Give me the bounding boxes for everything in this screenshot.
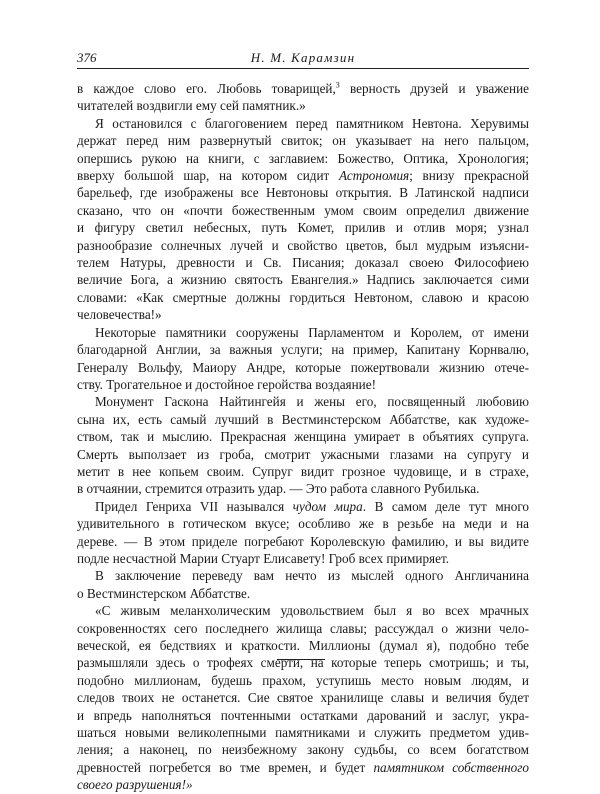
text-span: телем Натуры, древности и Св. Писания; доказал своею Философиею [77, 255, 529, 271]
text-line [77, 776, 529, 793]
body-text [77, 80, 529, 794]
text-span: метит в нее копьем своим. Супруг видит грозное чудовище, и в страхе, [77, 463, 529, 479]
text-span: Я остановился с благоговением перед памятником Невтона. Херувимы [95, 115, 529, 131]
text-line [77, 150, 529, 167]
text-line [77, 741, 529, 758]
text-span: и фигуру светил небесных, путь Комет, прилив и отлив моря; узнал [77, 220, 529, 236]
text-line [77, 306, 529, 323]
text-line [77, 80, 529, 97]
text-line [77, 672, 529, 689]
text-line [77, 567, 529, 584]
italic-span: памятником собственного [373, 759, 529, 775]
text-span: древностей погребется во тме времен, и будет [77, 759, 374, 775]
text-line [77, 446, 529, 463]
text-span: подобно миллионам, будешь прахом, уступишь место новым людям, и [77, 672, 529, 688]
text-line [77, 550, 529, 567]
text-span: . В самом деле тут много [362, 498, 529, 514]
text-line [77, 602, 529, 619]
text-span: опершись рукою на книги, с заглавием: Божество, Оптика, Хронология; [77, 150, 529, 166]
text-line [77, 620, 529, 637]
text-span: сокровенностях сего последнего жилища славы; рассуждал о жизни чело- [77, 620, 529, 636]
text-line [77, 219, 529, 236]
text-span: ством, так и мыслию. Прекрасная женщина умирает в объятиях супруга. [77, 429, 529, 445]
text-line [77, 585, 529, 602]
footnote-ref: 3 [335, 80, 340, 90]
text-span: дереве. — В этом приделе погребают Королевскую фамилию, и вы видите [77, 533, 529, 549]
text-span: удивительного в готическом вкусе; особливо же в резьбе на меди и на [77, 516, 529, 532]
text-line [77, 707, 529, 724]
text-line [77, 97, 529, 114]
text-line [77, 202, 529, 219]
text-line [77, 167, 529, 184]
text-span: держат перед ним развернутый свиток; он указывает на него пальцом, [77, 133, 529, 149]
text-line [77, 359, 529, 376]
text-span: В заключение переведу вам нечто из мыслей одного Англичанина [95, 568, 529, 584]
text-line [77, 654, 529, 671]
text-span: ству. Трогательное и достойное геройства воздаяние! [77, 376, 376, 392]
italic-span: своего разрушения!» [77, 777, 193, 793]
running-title: Н. М. Карамзин [250, 50, 356, 65]
text-span: Некоторые памятники сооружены Парламентом и Королем, от имени [95, 324, 529, 340]
text-line [77, 637, 529, 654]
text-line [77, 393, 529, 410]
text-span: словами: «Как смертные должны гордиться Невтоном, славою и красою [77, 289, 529, 305]
text-line [77, 463, 529, 480]
text-span: ления; а наконец, по неизбежному закону судьбы, со всем богатством [77, 742, 529, 758]
text-line [77, 271, 529, 288]
text-line [77, 689, 529, 706]
text-span: сказано, что он «почти божественным умом своим определил движение [77, 202, 529, 218]
text-span: размышляли здесь о трофеях смерти, на которые теперь смотришь; и ты, [77, 655, 529, 671]
text-line [77, 759, 529, 776]
text-span: сына их, есть самый лучший в Вестминстерском Аббатстве, как художе- [77, 411, 529, 427]
text-span: Смерть выползает из гроба, смотрит ужасными глазами на супругу и [77, 446, 529, 462]
closing-rule [277, 659, 325, 660]
text-line [77, 184, 529, 201]
text-line [77, 341, 529, 358]
text-span: следов твоих не останется. Сие святое хранилище славы и величия будет [77, 690, 529, 706]
text-span: о Вестминстерском Аббатстве. [77, 585, 251, 601]
text-line [77, 115, 529, 132]
italic-span: чудом мира [292, 498, 363, 514]
text-span: веческой, ея бедствиях и краткости. Миллионы (думал я), подобно тебе [77, 638, 529, 653]
text-line [77, 724, 529, 741]
text-line [77, 411, 529, 428]
text-span: разнообразие солнечных лучей и свойство цветов, был мудрым изъясни- [77, 237, 529, 253]
text-line [77, 254, 529, 271]
text-line [77, 480, 529, 497]
text-line [77, 376, 529, 393]
page-number: 376 [77, 50, 97, 65]
text-span: «С живым меланхолическим удовольствием был я во всех мрачных [95, 603, 529, 619]
text-line [77, 498, 529, 515]
text-span: человечества!» [77, 307, 162, 323]
text-line [77, 289, 529, 306]
text-span: Генералу Вольфу, Маиору Андре, которые пожертвовали жизнию отече- [77, 359, 529, 375]
text-span: верность друзей и уважение [339, 81, 529, 96]
text-line [77, 324, 529, 341]
text-span: барельеф, где изображены все Невтоновы открытия. В Латинской надписи [77, 185, 529, 201]
text-span: в отчаянии, стремится отразить удар. — Это работа славного Рубилька. [77, 481, 480, 497]
page-header [77, 48, 529, 69]
text-span: шаться новыми великолепными памятниками и служить предметом удив- [77, 725, 529, 741]
text-span: читателей воздвигли ему сей памятник.» [77, 98, 306, 114]
text-line [77, 533, 529, 550]
text-span: Придел Генриха VII называлcя [95, 498, 293, 514]
text-span: и впредь наполняться почтенными остатками дарований и заслуг, укра- [77, 707, 529, 723]
text-span: благодарной Англии, за важныя услуги; на пример, Капитану Корнвалю, [77, 342, 529, 358]
text-span: ; внизу прекрасной [409, 168, 529, 184]
text-span: в каждое слово его. Любовь товарищей, [77, 81, 336, 96]
text-line [77, 428, 529, 445]
italic-span: Астрономия [338, 168, 410, 184]
text-line [77, 237, 529, 254]
text-span: величие Бога, а жизнию святость Евангелия.» Надпись заключается сими [77, 272, 529, 288]
text-span: подле несчастной Марии Стуарт Елисавету! Гроб всех примиряет. [77, 550, 450, 566]
text-span: вверху большой шар, на котором сидит [77, 168, 339, 184]
text-line [77, 515, 529, 532]
text-span: Монумент Гаскона Найтингейя и жены его, посвященный любовию [95, 394, 529, 410]
text-line [77, 132, 529, 149]
